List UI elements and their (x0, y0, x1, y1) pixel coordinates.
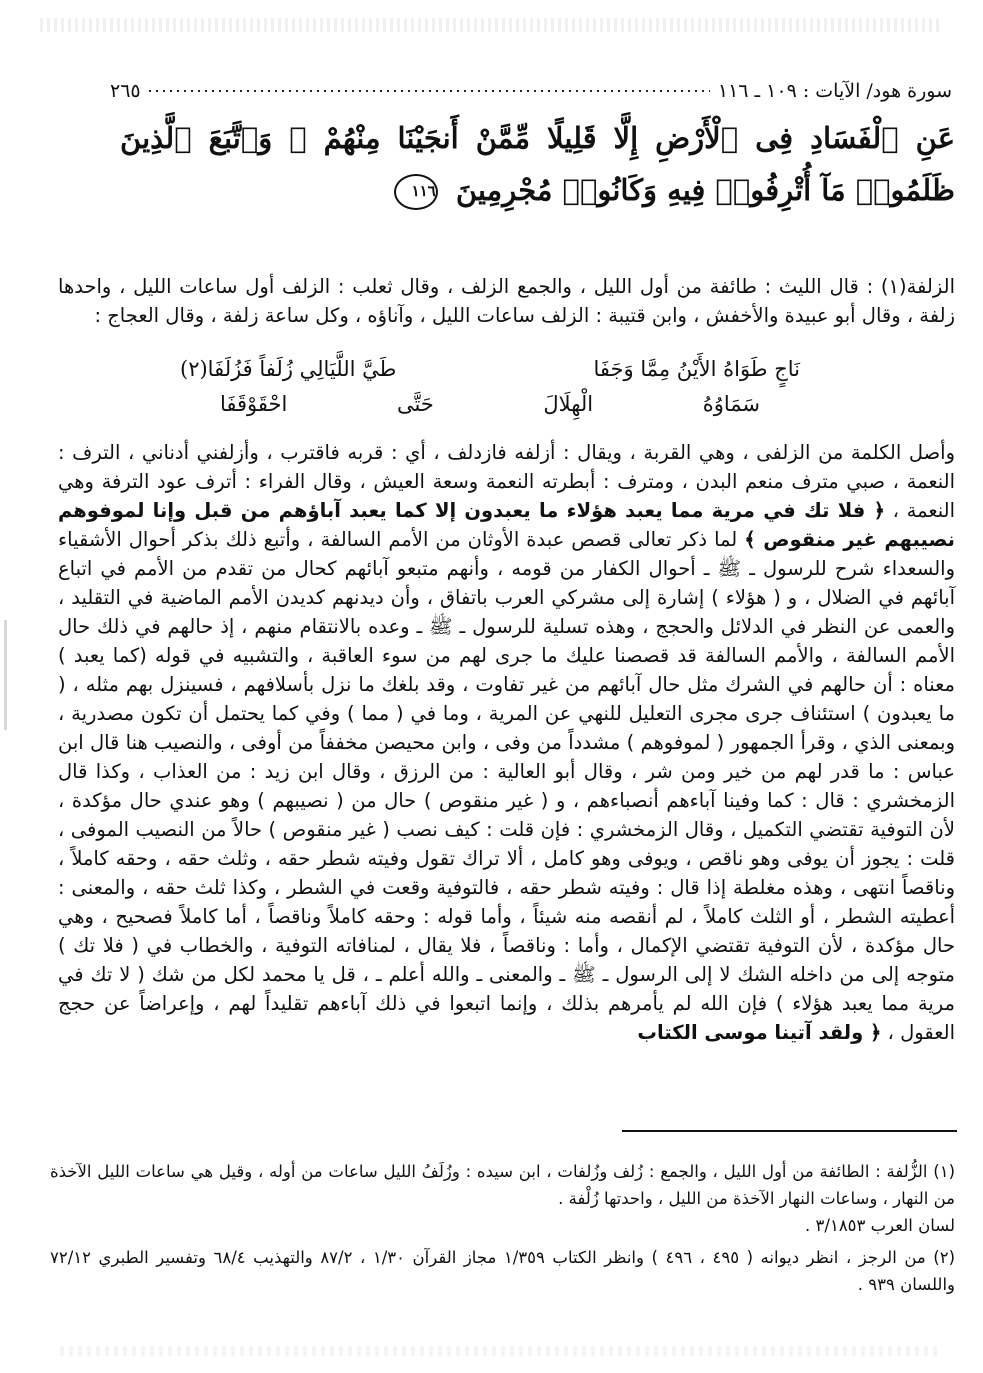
footnote-1-source: لسان العرب ٣/١٨٥٣ . (805, 1216, 955, 1235)
ayah-number-marker: ١١٦ (394, 174, 438, 210)
commentary-paragraph-1: الزلفة(١) : قال الليث : طائفة من أول الليل ، والجمع الزلف ، وقال ثعلب : الزلف أول ساعات الليل ، واحدها زلفة ، وقال أبو عبيدة والأخفش ، وابن قتيبة : الزلف ساعات الليل ، وآناؤه ، وكل ساعة زلفة ، وقال العجاج : (58, 275, 955, 327)
quran-reference-2: ﴿ ولقد آتينا موسى الكتاب (637, 1021, 882, 1044)
commentary-text-2b: لما ذكر تعالى قصص عبدة الأوثان من الأمم السالفة ، وأتبع ذلك بذكر أحوال الأشقياء والسعداء شرح للرسول ـ ﷺ ـ أحوال الكفار من قومه ، وأنهم متبعو آبائهم كحال من تقدم من الأمم في اتباع آبائهم في الضلال ، و ( هؤلاء ) إشارة إلى مشركي العرب باتفاق ، وأن ديدنهم كديدن الأمم الماضية في التقليد ، والعمى عن النظر في الدلائل والحجج ، وهذه تسلية للرسول ـ ﷺ ـ وعده بالانتقام منهم ، إذ حالهم في ذلك حال الأمم السالفة ، والأمم السالفة قد قصصنا عليك ما جرى لهم من سوء العاقبة ، والتشبيه في قوله (كما يعبد ) معناه : أن حالهم في الشرك مثل حال آبائهم من غير تفاوت ، وقد بلغك ما نزل بأسلافهم ، فسينزل بهم مثله ، ( ما يعبدون ) استئناف جرى مجرى التعليل للنهي عن المرية ، وما في ( مما ) وفي كما يحتمل أن تكون مصدرية ، وبمعنى الذي ، وقرأ الجمهور ( لموفوهم ) مشدداً من وفى ، وابن محيصن مخففاً من أوفى ، والنصيب هنا قال ابن عباس : ما قدر لهم من خير ومن شر ، وقال أبو العالية : من الرزق ، وقال ابن زيد : من العذاب ، وكذا قال الزمخشري : قال : كما وفينا آباءهم أنصباءهم ، و ( غير منقوص ) حال من ( نصيبهم ) وهو عندي حال مؤكدة ، لأن التوفية تقتضي التكميل ، وقال الزمخشري : فإن قلت : كيف نصب ( غير منقوص ) حالاً من النصيب الموفى ، قلت : يجوز أن يوفى وهو ناقص ، ويوفى وهو كامل ، ألا تراك تقول وفيته شطر حقه ، وثلث حقه ، وحقه كاملاً ، وناقصاً انتهى ، وهذه مغلطة إذا قال : وفيته شطر حقه ، فالتوفية وقعت في الشطر ، وكذا ثلث حقه ، والمعنى : أعطيته الشطر ، أو الثلث كاملاً ، لم أنقصه منه شيئاً ، وأما قوله : وحقه كاملاً وناقصاً ، أما كاملاً فصحيح ، وهي حال مؤكدة ، لأن التوفية تقتضي الإكمال ، وأما : وناقصاً ، فلا يقال ، لمنافاته التوفية ، والخطاب في ( فلا تك ) متوجه إلى من داخله الشك لا إلى الرسول ـ ﷺ ـ والمعنى ـ والله أعلم ـ ، قل يا محمد لكل من شك ( لا تك في مرية مما يعبد هؤلاء ) فإن الله لم يأمرهم بذلك ، وإنما اتبعوا في ذلك آباءهم تقليداً لهم ، وإعراضاً عن حجج العقول ، (58, 528, 955, 1044)
commentary-text-2a: وأصل الكلمة من الزلفى ، وهي القربة ، ويقال : أزلفه فازدلف ، أي : قربه فاقترب ، وأزلفني أدناني ، الترف : النعمة ، صبي مترف منعم البدن ، ومترف : أبطرته النعمة وسعة العيش ، وقال الفراء : أترف عود الترفة وهي النعمة ، (58, 441, 956, 522)
poem-line-2-word-1: سَمَاوُهُ (702, 392, 760, 416)
footnote-1-text: الزُّلفة : الطائفة من أول الليل ، والجمع : زُلف وزُلفات ، ابن سيده : وزُلَفُ الليل ساعات من أوله ، وقيل هي ساعات الليل الآخذة من النهار ، وساعات النهار الآخذة من الليل ، واحدتها زُلْفة . (50, 1162, 955, 1208)
quran-verse (120, 112, 955, 216)
footnote-2-text: من الرجز ، انظر ديوانه ( ٤٩٥ ، ٤٩٦ ) وانظر الكتاب ١/٣٥٩ مجاز القرآن ١/٣٠ ، ٨٧/٢ والتهذيب ٦٨/٤ وتفسير الطبري ٧٢/١٢ واللسان ٩٣٩ . (50, 1248, 955, 1294)
scan-artifact-bottom (60, 1346, 940, 1356)
poem-verses (180, 352, 800, 422)
poem-line-2-word-2: الْهِلَالَ (543, 392, 594, 416)
header-dot-leader (149, 90, 710, 92)
poem-line-1-left: طَيَّ اللَّيَالِي زُلَفاً فَزُلَفَا(٢) (180, 357, 397, 381)
footnote-2 (50, 1244, 955, 1298)
footnote-1 (50, 1158, 955, 1239)
poem-line-1-right: نَاجٍ طَوَاهُ الأَيْنُ مِمَّا وَجَفَا (593, 357, 800, 381)
page-number: ٢٦٥ (110, 80, 141, 102)
scan-artifact-top (40, 18, 940, 32)
footnote-separator (622, 1130, 957, 1132)
header-title: سورة هود/ الآيات : ١٠٩ ـ ١١٦ (717, 80, 952, 102)
poem-line-2 (180, 387, 800, 422)
poem-line-2-word-3: حَتَّى (396, 392, 434, 416)
poem-line-2-word-4: احْقَوْقَفَا (220, 392, 288, 416)
scan-artifact-left (4, 620, 7, 730)
commentary-paragraph-2 (58, 438, 955, 1047)
quran-verse-text: عَنِ ٱلْفَسَادِ فِى ٱلْأَرْضِ إِلَّا قَلِيلًا مِّمَّنْ أَنجَيْنَا مِنْهُمْ ۗ وَٱتَّبَعَ ٱلَّذِينَ ظَلَمُوا۟ مَآ أُتْرِفُوا۟ فِيهِ وَكَانُوا۟ مُجْرِمِينَ (120, 121, 955, 207)
footnote-2-number: (٢) (933, 1248, 956, 1267)
footnote-1-number: (١) (933, 1162, 955, 1181)
quran-reference-1: ﴿ فلا تك في مرية مما يعبد هؤلاء ما يعبدون إلا كما يعبد آباؤهم من قبل وإنا لموفوهم نصيبهم غير منقوص ﴾ (58, 499, 955, 551)
poem-line-1 (180, 352, 800, 387)
running-header (110, 74, 952, 108)
